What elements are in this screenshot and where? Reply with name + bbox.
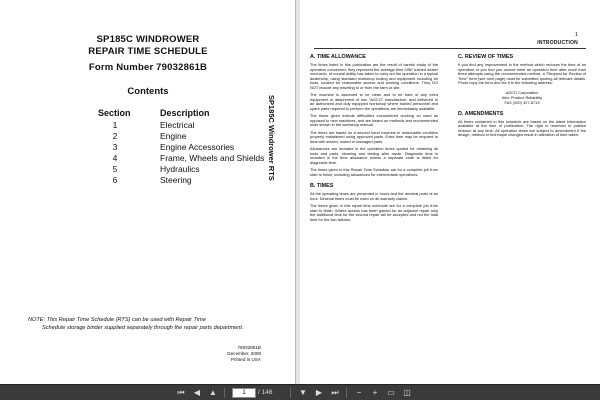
- total-pages: / 146: [258, 389, 273, 396]
- two-page-view-icon[interactable]: ◫: [403, 388, 411, 397]
- page-number: 1: [574, 32, 578, 38]
- toc-section-number: 6: [112, 175, 118, 185]
- toc-description: Steering: [160, 175, 192, 185]
- page-up-icon[interactable]: ▲: [209, 388, 217, 397]
- paragraph: The times given in this repair time schedule are for a complete job from start to finish. Where access has been gained for an adjacent repair only the additional time for the second repair will be accepted and not the total time for the two failures.: [310, 203, 438, 222]
- toolbar-divider: [224, 388, 225, 398]
- contents-heading: Contents: [127, 86, 169, 97]
- column-left: [310, 54, 438, 225]
- address-company: AGCO Corporation: [505, 89, 539, 95]
- zoom-in-icon[interactable]: +: [372, 388, 378, 397]
- paragraph: The times are based on a second hand machine in reasonable condition properly maintained using approved parts. Extra time may be required to deal with seized, rusted or damaged parts.: [310, 129, 438, 144]
- fax-address-block: [458, 90, 586, 105]
- toolbar-divider: [290, 388, 291, 398]
- section-heading-times: B. TIMES: [310, 183, 334, 189]
- binder-note-line-1: NOTE: This Repair Time Schedule (RTS) can be used with Repair Time: [28, 317, 206, 323]
- page-number-input[interactable]: 1: [232, 388, 256, 398]
- toc-header-description: Description: [160, 108, 210, 118]
- left-page: [0, 0, 296, 384]
- toc-section-number: 2: [112, 131, 118, 141]
- toc-description: Engine: [160, 131, 187, 141]
- toc-section-number: 5: [112, 164, 118, 174]
- paragraph: All times contained in this schedule are based on the latest information available at the time of publication. The right is reserved to publish revision at any time. All operation times are subject to amendment if the design, method or technique changes result in alteration of time taken.: [458, 118, 586, 137]
- right-page: [300, 0, 600, 384]
- side-tab-label-text: SP185C Windrower RTS: [267, 95, 276, 181]
- toc-header-section: Section: [98, 108, 131, 118]
- section-heading-time-allowance: A. TIME ALLOWANCE: [310, 54, 366, 60]
- toc-description: Electrical: [160, 120, 195, 130]
- paragraph: The machine is assumed to be clean and to be bare of any extra equipment or attachment of non "AGCO" manufacture, and delivered to an authorized and duly equipped workshop where trained personnel and spare parts required to perform the operations are immediately available.: [310, 92, 438, 111]
- address-attn: Attn: Product Reliability: [501, 94, 543, 100]
- form-number: Form Number 79032861B: [88, 62, 208, 73]
- toc-description: Engine Accessories: [160, 142, 235, 152]
- footer-date: December, 2008: [227, 351, 261, 356]
- toc-description: Frame, Wheels and Shields: [160, 153, 265, 163]
- previous-page-icon[interactable]: ◀: [193, 388, 201, 397]
- running-head: INTRODUCTION: [537, 40, 578, 46]
- page-down-icon[interactable]: ▼: [299, 388, 307, 397]
- paragraph: The times given include difficulties encountered working on used as opposed to new machines, and are based on methods and recommended tools shown in the workshop manual.: [310, 113, 438, 127]
- toc-section-number: 1: [112, 120, 118, 130]
- toolbar-divider: [346, 388, 347, 398]
- zoom-out-icon[interactable]: −: [356, 388, 362, 397]
- toc-description: Hydraulics: [160, 164, 200, 174]
- binder-note-line-2: Schedule storage binder supplied separately through the repair parts department.: [42, 325, 244, 331]
- last-page-icon[interactable]: ⏭: [331, 388, 339, 397]
- section-heading-review-of-times: C. REVIEW OF TIMES: [458, 54, 514, 60]
- toc-section-number: 4: [112, 153, 118, 163]
- footer-printed: Printed in USA: [230, 357, 261, 362]
- paragraph: The times given in this Repair Time Schedule are for a complete job from start to finish, including allowances for intermediate operations.: [310, 167, 438, 177]
- address-fax: FAX (920) 327-6713: [504, 99, 540, 105]
- publication-footer: [227, 345, 261, 363]
- column-right: [458, 54, 586, 141]
- binder-note: [28, 316, 278, 332]
- section-heading-amendments: D. AMENDMENTS: [458, 110, 504, 117]
- fit-page-icon[interactable]: ▭: [387, 388, 395, 397]
- first-page-icon[interactable]: ⏮: [177, 388, 185, 397]
- footer-form-code: 79032861B: [237, 345, 261, 350]
- paragraph: If you find any improvement in the method which reduces the time of an operation or you find you cannot meet an operation time after more than three attempts using the recommended method, a "Request for Review of Time" form (see next page) must be submitted quoting all relevant details. Photo copy the form and fax it to the following address:: [458, 62, 586, 85]
- paragraph: Allowances are included in the operation times quoted for obtaining all tools and parts, cleaning and testing after repair. Diagnostic time is included in the time allowance unless a separate code is listed for diagnostic time.: [310, 146, 438, 165]
- toc-row: [0, 175, 296, 187]
- pdf-viewer-toolbar: [0, 384, 600, 400]
- toc-section-number: 3: [112, 142, 118, 152]
- header-rule: [314, 48, 586, 49]
- paragraph: The times listed in this publication are the result of careful study of the operation concerned; they represent the average time ONE trained dealer mechanic, of normal ability has taken to carry out the operation in a typical dealership, using standard workshop tooling and equipment including air tools, located for reasonable access and working conditions. They DO NOT include any traveling to or from the farm or site.: [310, 62, 438, 90]
- side-tab-label: [262, 95, 276, 265]
- paragraph: All the operating times are presented in hours and the decimal parts of an hour. Decimal times must be used on all warranty claims.: [310, 191, 438, 201]
- next-page-icon[interactable]: ▶: [315, 388, 323, 397]
- document-title-line-1: SP185C WINDROWER: [96, 34, 200, 45]
- document-title-line-2: REPAIR TIME SCHEDULE: [88, 46, 208, 57]
